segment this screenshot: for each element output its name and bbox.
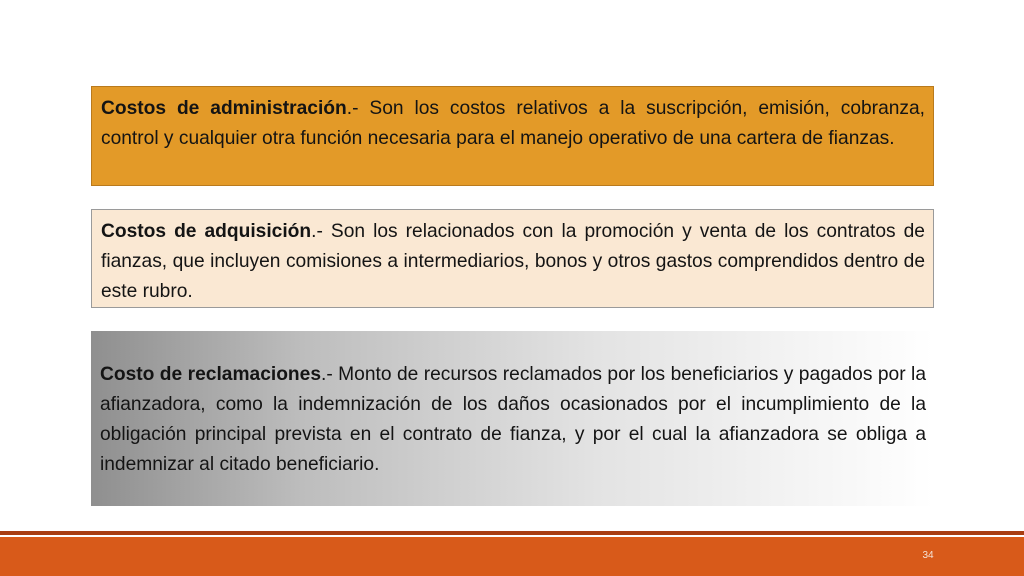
term-administracion: Costos de administración [101, 98, 347, 119]
term-reclamaciones: Costo de reclamaciones [100, 364, 321, 385]
definition-box-reclamaciones [91, 331, 934, 506]
footer-divider-line [0, 531, 1024, 535]
definition-reclamaciones: .- Monto de recursos reclamados por los beneficiarios y pagados por la afianzadora, como la indemnización de los daños ocasionados por el incumplimiento de la obligación principal prevista en el contrato de fianza, y por el cual la afianzadora se obliga a indemnizar al citado beneficiario. [100, 364, 926, 475]
page-number: 34 [922, 550, 934, 561]
footer-bar [0, 537, 1024, 576]
definition-administracion: .- Son los costos relativos a la suscripción, emisión, cobranza, control y cualquier otra función necesaria para el manejo operativo de una cartera de fianzas. [101, 98, 926, 149]
definition-box-adquisicion [91, 209, 934, 308]
definition-adquisicion: .- Son los relacionados con la promoción y venta de los contratos de fianzas, que incluyen comisiones a intermediarios, bonos y otros gastos comprendidos dentro de este rubro. [101, 221, 925, 302]
definition-box-administracion [91, 86, 934, 186]
term-adquisicion: Costos de adquisición [101, 221, 312, 242]
